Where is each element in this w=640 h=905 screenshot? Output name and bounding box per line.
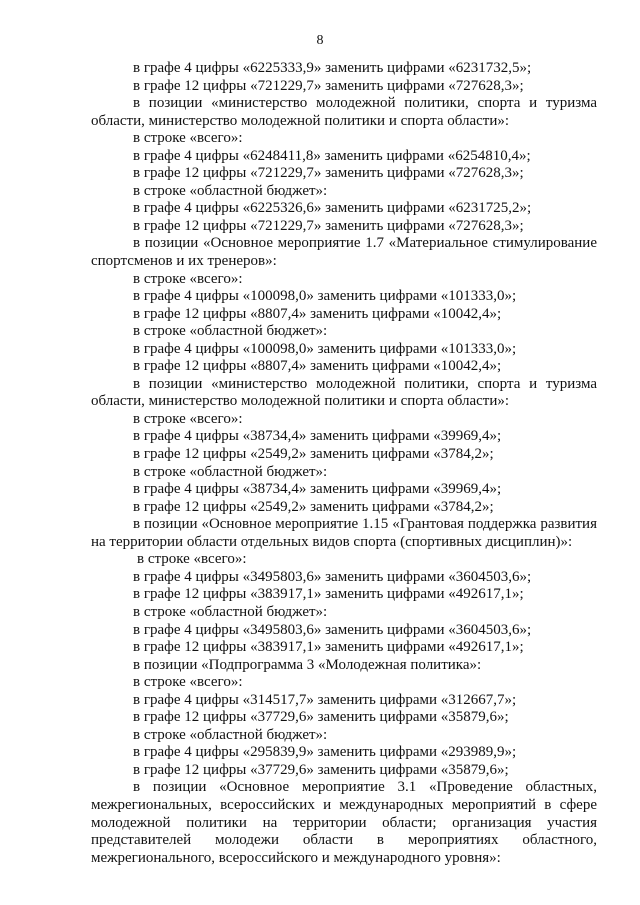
text-line: в графе 4 цифры «100098,0» заменить цифрами «101333,0»; — [133, 288, 517, 305]
text-line: в позиции «министерство молодежной политики, спорта и туризма — [133, 375, 597, 392]
page-number: 8 — [316, 33, 324, 48]
text-line: спортсменов и их тренеров»: — [91, 253, 277, 270]
text-line: в графе 12 цифры «2549,2» заменить цифрами «3784,2»; — [133, 446, 494, 463]
text-line: в позиции «Основное мероприятие 1.15 «Грантовая поддержка развития — [133, 516, 597, 533]
text-line: молодежной политики на территории области; организация участия — [91, 814, 597, 831]
text-line: в графе 4 цифры «6248411,8» заменить цифрами «6254810,4»; — [133, 147, 531, 164]
text-line: в графе 12 цифры «2549,2» заменить цифрами «3784,2»; — [133, 498, 494, 515]
text-line: межрегионального, всероссийского и международного уровня»: — [91, 849, 501, 866]
text-line: в графе 12 цифры «721229,7» заменить цифрами «727628,3»; — [133, 217, 524, 234]
text-line: межрегиональных, всероссийских и международных мероприятий в сфере — [91, 796, 597, 813]
text-line: в позиции «Подпрограмма 3 «Молодежная политика»: — [133, 656, 482, 673]
text-line: в графе 12 цифры «37729,6» заменить цифрами «35879,6»; — [133, 761, 509, 778]
text-line: в графе 4 цифры «3495803,6» заменить цифрами «3604503,6»; — [133, 621, 532, 638]
text-line: в графе 12 цифры «37729,6» заменить цифрами «35879,6»; — [133, 709, 509, 726]
text-line: в позиции «министерство молодежной политики, спорта и туризма — [133, 95, 597, 112]
text-line: в строке «всего»: — [133, 410, 243, 427]
text-line: в графе 12 цифры «721229,7» заменить цифрами «727628,3»; — [133, 165, 524, 182]
text-line: в позиции «Основное мероприятие 3.1 «Проведение областных, — [133, 779, 597, 796]
text-line: в графе 4 цифры «38734,4» заменить цифрами «39969,4»; — [133, 481, 502, 498]
text-line: в графе 12 цифры «8807,4» заменить цифрами «10042,4»; — [133, 305, 502, 322]
text-line: в графе 12 цифры «383917,1» заменить цифрами «492617,1»; — [133, 586, 524, 603]
document-body — [91, 60, 597, 867]
text-line: в графе 4 цифры «3495803,6» заменить цифрами «3604503,6»; — [133, 568, 532, 585]
text-line: в графе 4 цифры «295839,9» заменить цифрами «293989,9»; — [133, 744, 517, 761]
text-line: в строке «областной бюджет»: — [133, 323, 328, 340]
text-line: в строке «областной бюджет»: — [133, 463, 328, 480]
text-line: в графе 12 цифры «721229,7» заменить цифрами «727628,3»; — [133, 77, 524, 94]
text-line: в графе 4 цифры «100098,0» заменить цифрами «101333,0»; — [133, 340, 517, 357]
text-line: на территории области отдельных видов спорта (спортивных дисциплин)»: — [91, 533, 573, 550]
text-line: в позиции «Основное мероприятие 1.7 «Материальное стимулирование — [133, 235, 597, 252]
text-line: в графе 4 цифры «6225326,6» заменить цифрами «6231725,2»; — [133, 200, 532, 217]
text-line: в графе 12 цифры «383917,1» заменить цифрами «492617,1»; — [133, 639, 524, 656]
text-line: области, министерство молодежной политики и спорта области»: — [91, 393, 510, 410]
text-line: в строке «областной бюджет»: — [133, 603, 328, 620]
text-line: в графе 12 цифры «8807,4» заменить цифрами «10042,4»; — [133, 358, 502, 375]
text-line: в строке «всего»: — [133, 130, 243, 147]
text-line: в графе 4 цифры «6225333,9» заменить цифрами «6231732,5»; — [133, 60, 532, 76]
text-line: в строке «всего»: — [133, 270, 243, 287]
text-line: области, министерство молодежной политики и спорта области»: — [91, 112, 510, 129]
text-line: в строке «областной бюджет»: — [133, 182, 328, 199]
text-line: в строке «всего»: — [133, 674, 243, 691]
text-line: в строке «областной бюджет»: — [133, 726, 328, 743]
text-line: в графе 4 цифры «38734,4» заменить цифрами «39969,4»; — [133, 428, 502, 445]
text-line: в графе 4 цифры «314517,7» заменить цифрами «312667,7»; — [133, 691, 517, 708]
text-line: в строке «всего»: — [137, 551, 247, 568]
text-line: представителей молодежи области в мероприятиях областного, — [91, 832, 597, 849]
